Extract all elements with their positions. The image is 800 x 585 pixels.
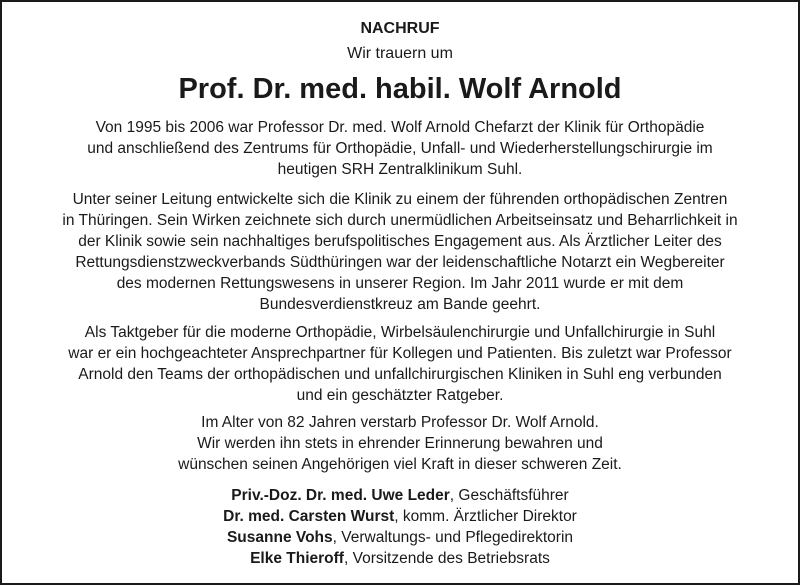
paragraph-farewell [22, 412, 778, 475]
text-line: Bundesverdienstkreuz am Bande geehrt. [259, 296, 541, 313]
signer [2, 548, 798, 569]
signer-role: , Verwaltungs- und Pflegedirektorin [332, 529, 574, 546]
signer [2, 527, 798, 548]
signer-role: , komm. Ärztlicher Direktor [394, 508, 577, 525]
signer [2, 485, 798, 506]
signer-role: , Vorsitzende des Betriebsrats [343, 550, 550, 567]
text-line: in Thüringen. Sein Wirken zeichnete sich durch unermüdlichen Arbeitseinsatz und Beharrlichkeit in [62, 212, 738, 229]
text-line: Als Taktgeber für die moderne Orthopädie, Wirbelsäulenchirurgie und Unfallchirurgie in Suhl [84, 324, 716, 341]
text-line: Arnold den Teams der orthopädischen und unfallchirurgischen Kliniken in Suhl eng verbunden [78, 366, 722, 383]
text-line: und anschließend des Zentrums für Orthopädie, Unfall- und Wiederherstellungschirurgie im [87, 140, 713, 157]
text-line: Unter seiner Leitung entwickelte sich die Klinik zu einem der führenden orthopädischen Zentren [72, 191, 728, 208]
paragraph-career [22, 117, 778, 180]
text-line: und ein geschätzter Ratgeber. [296, 387, 504, 404]
signer-name: Elke Thieroff [250, 550, 344, 567]
signer-name: Dr. med. Carsten Wurst [223, 508, 395, 525]
notice-heading: NACHRUF [360, 20, 440, 37]
text-line: Von 1995 bis 2006 war Professor Dr. med. Wolf Arnold Chefarzt der Klinik für Orthopädie [95, 119, 705, 136]
text-line: war er ein hochgeachteter Ansprechpartner für Kollegen und Patienten. Bis zuletzt war Professor [68, 345, 732, 362]
notice-subheading: Wir trauern um [347, 45, 453, 62]
text-line: Wir werden ihn stets in ehrender Erinnerung bewahren und [197, 435, 603, 452]
text-line: wünschen seinen Angehörigen viel Kraft in dieser schweren Zeit. [178, 456, 622, 473]
text-line: Im Alter von 82 Jahren verstarb Professor Dr. Wolf Arnold. [201, 414, 599, 431]
text-line: Rettungsdienstzweckverbands Südthüringen war der leidenschaftliche Notarzt ein Wegbereiter [75, 254, 725, 271]
text-line: des modernen Rettungswesens in unserer Region. Im Jahr 2011 wurde er mit dem [116, 275, 684, 292]
paragraph-achievements [22, 189, 778, 315]
signer-role: , Geschäftsführer [449, 487, 569, 504]
signer-name: Priv.-Doz. Dr. med. Uwe Leder [231, 487, 450, 504]
signer [2, 506, 798, 527]
signers-list [2, 485, 798, 569]
deceased-name: Prof. Dr. med. habil. Wolf Arnold [178, 73, 622, 105]
text-line: heutigen SRH Zentralklinikum Suhl. [277, 161, 523, 178]
paragraph-role [22, 322, 778, 406]
signer-name: Susanne Vohs [226, 529, 333, 546]
text-line: der Klinik sowie sein nachhaltiges berufspolitisches Engagement aus. Als Ärztlicher Leiter des [78, 233, 722, 250]
